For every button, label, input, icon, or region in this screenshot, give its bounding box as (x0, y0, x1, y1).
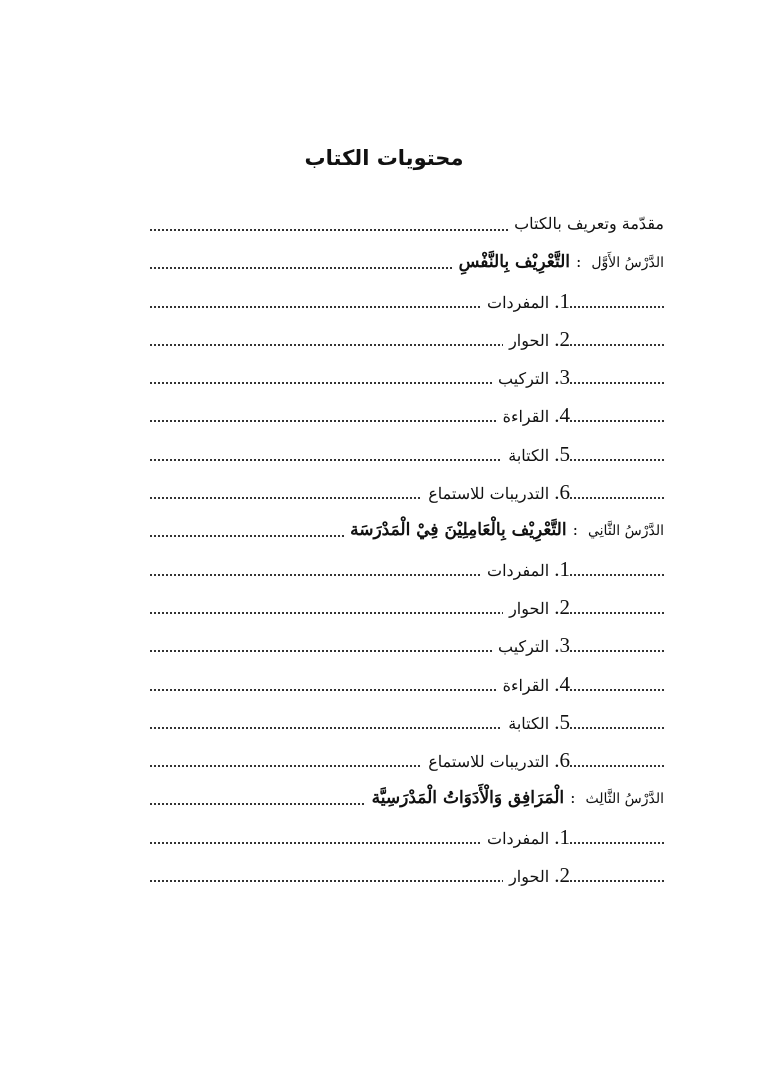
lesson-separator: : (572, 520, 578, 540)
item-label (502, 442, 570, 468)
dot-leader (150, 880, 664, 882)
dot-leader (150, 574, 664, 576)
item-number: 4. (554, 403, 570, 428)
lesson-1-item-3[interactable] (150, 359, 664, 397)
lesson-2-row[interactable] (150, 512, 664, 550)
item-text: الكتابة (508, 445, 550, 465)
item-number: 6. (554, 480, 570, 505)
item-text: المفردات (487, 560, 550, 580)
lesson-name: الدَّرْسُ الأَوَّل (591, 255, 664, 272)
item-text: الحوار (509, 867, 550, 887)
page-title: محتويات الكتاب (304, 146, 464, 170)
lesson-1-item-6[interactable] (150, 474, 664, 512)
dot-leader (150, 344, 664, 346)
lesson-2-item-6[interactable] (150, 742, 664, 780)
dot-leader (150, 842, 664, 844)
item-label (503, 863, 570, 889)
lesson-3-item-1[interactable] (150, 819, 664, 857)
item-label (497, 672, 570, 698)
item-label (481, 557, 570, 583)
item-label (502, 710, 570, 736)
item-text: الحوار (509, 330, 550, 350)
item-label (481, 289, 570, 315)
dot-leader (150, 497, 664, 499)
lesson-name: الدَّرْسُ الثَّالِث (585, 791, 664, 808)
item-label (492, 633, 570, 659)
lesson-2-item-5[interactable] (150, 704, 664, 742)
item-number: 5. (554, 709, 570, 734)
lesson-separator: : (575, 252, 582, 272)
item-text: المفردات (487, 292, 550, 312)
item-number: 1. (554, 824, 570, 849)
item-number: 4. (554, 671, 570, 696)
lesson-label (453, 250, 664, 275)
dot-leader (150, 727, 664, 729)
lesson-name: الدَّرْسُ الثَّانِي (587, 523, 664, 540)
dot-leader (150, 420, 664, 422)
lesson-2-item-1[interactable] (150, 551, 664, 589)
dot-leader (150, 689, 664, 691)
dot-leader (150, 650, 664, 652)
item-text: التركيب (498, 637, 550, 657)
lesson-3-item-2[interactable] (150, 857, 664, 895)
item-label (422, 480, 570, 506)
item-label (481, 825, 570, 851)
lesson-title: الْمَرَافِق وَالْأَدَوَاتُ الْمَدْرَسِيَّة (371, 788, 565, 809)
toc-intro-row[interactable] (150, 206, 664, 244)
lesson-1-item-2[interactable] (150, 321, 664, 359)
item-number: 1. (554, 288, 570, 313)
item-text: التركيب (498, 369, 550, 389)
item-text: المفردات (487, 828, 550, 848)
item-label (503, 595, 570, 621)
lesson-1-item-4[interactable] (150, 397, 664, 435)
item-number: 3. (554, 633, 570, 658)
item-text: القراءة (502, 407, 550, 427)
item-number: 3. (554, 365, 570, 390)
toc-intro-label: مقدّمة وتعريف بالكتاب (508, 212, 664, 236)
dot-leader (150, 765, 664, 767)
item-text: التدريبات للاستماع (428, 484, 550, 504)
item-text: الكتابة (508, 713, 550, 733)
lesson-label (366, 786, 664, 811)
lesson-1-row[interactable] (150, 244, 664, 282)
dot-leader (150, 459, 664, 461)
lesson-label (344, 518, 664, 543)
lesson-1-item-5[interactable] (150, 436, 664, 474)
dot-leader (150, 306, 664, 308)
item-text: التدريبات للاستماع (428, 752, 550, 772)
item-label (497, 403, 570, 429)
table-of-contents (150, 206, 664, 895)
item-text: القراءة (502, 675, 550, 695)
lesson-2-item-4[interactable] (150, 666, 664, 704)
item-number: 6. (554, 748, 570, 773)
lesson-title: التَّعْرِيْف بِالنَّفْسِ (458, 252, 570, 273)
item-text: الحوار (509, 598, 550, 618)
dot-leader (150, 382, 664, 384)
item-number: 2. (554, 863, 570, 888)
dot-leader (150, 612, 664, 614)
item-label (492, 365, 570, 391)
item-label (503, 327, 570, 353)
item-label (422, 748, 570, 774)
lesson-2-item-2[interactable] (150, 589, 664, 627)
item-number: 1. (554, 556, 570, 581)
lesson-1-item-1[interactable] (150, 283, 664, 321)
item-number: 5. (554, 441, 570, 466)
item-number: 2. (554, 326, 570, 351)
lesson-title: التَّعْرِيْف بِالْعَامِلِيْنَ فِيْ الْمَدْرَسَة (350, 520, 567, 541)
lesson-separator: : (570, 788, 576, 808)
lesson-3-row[interactable] (150, 780, 664, 818)
item-number: 2. (554, 594, 570, 619)
lesson-2-item-3[interactable] (150, 627, 664, 665)
